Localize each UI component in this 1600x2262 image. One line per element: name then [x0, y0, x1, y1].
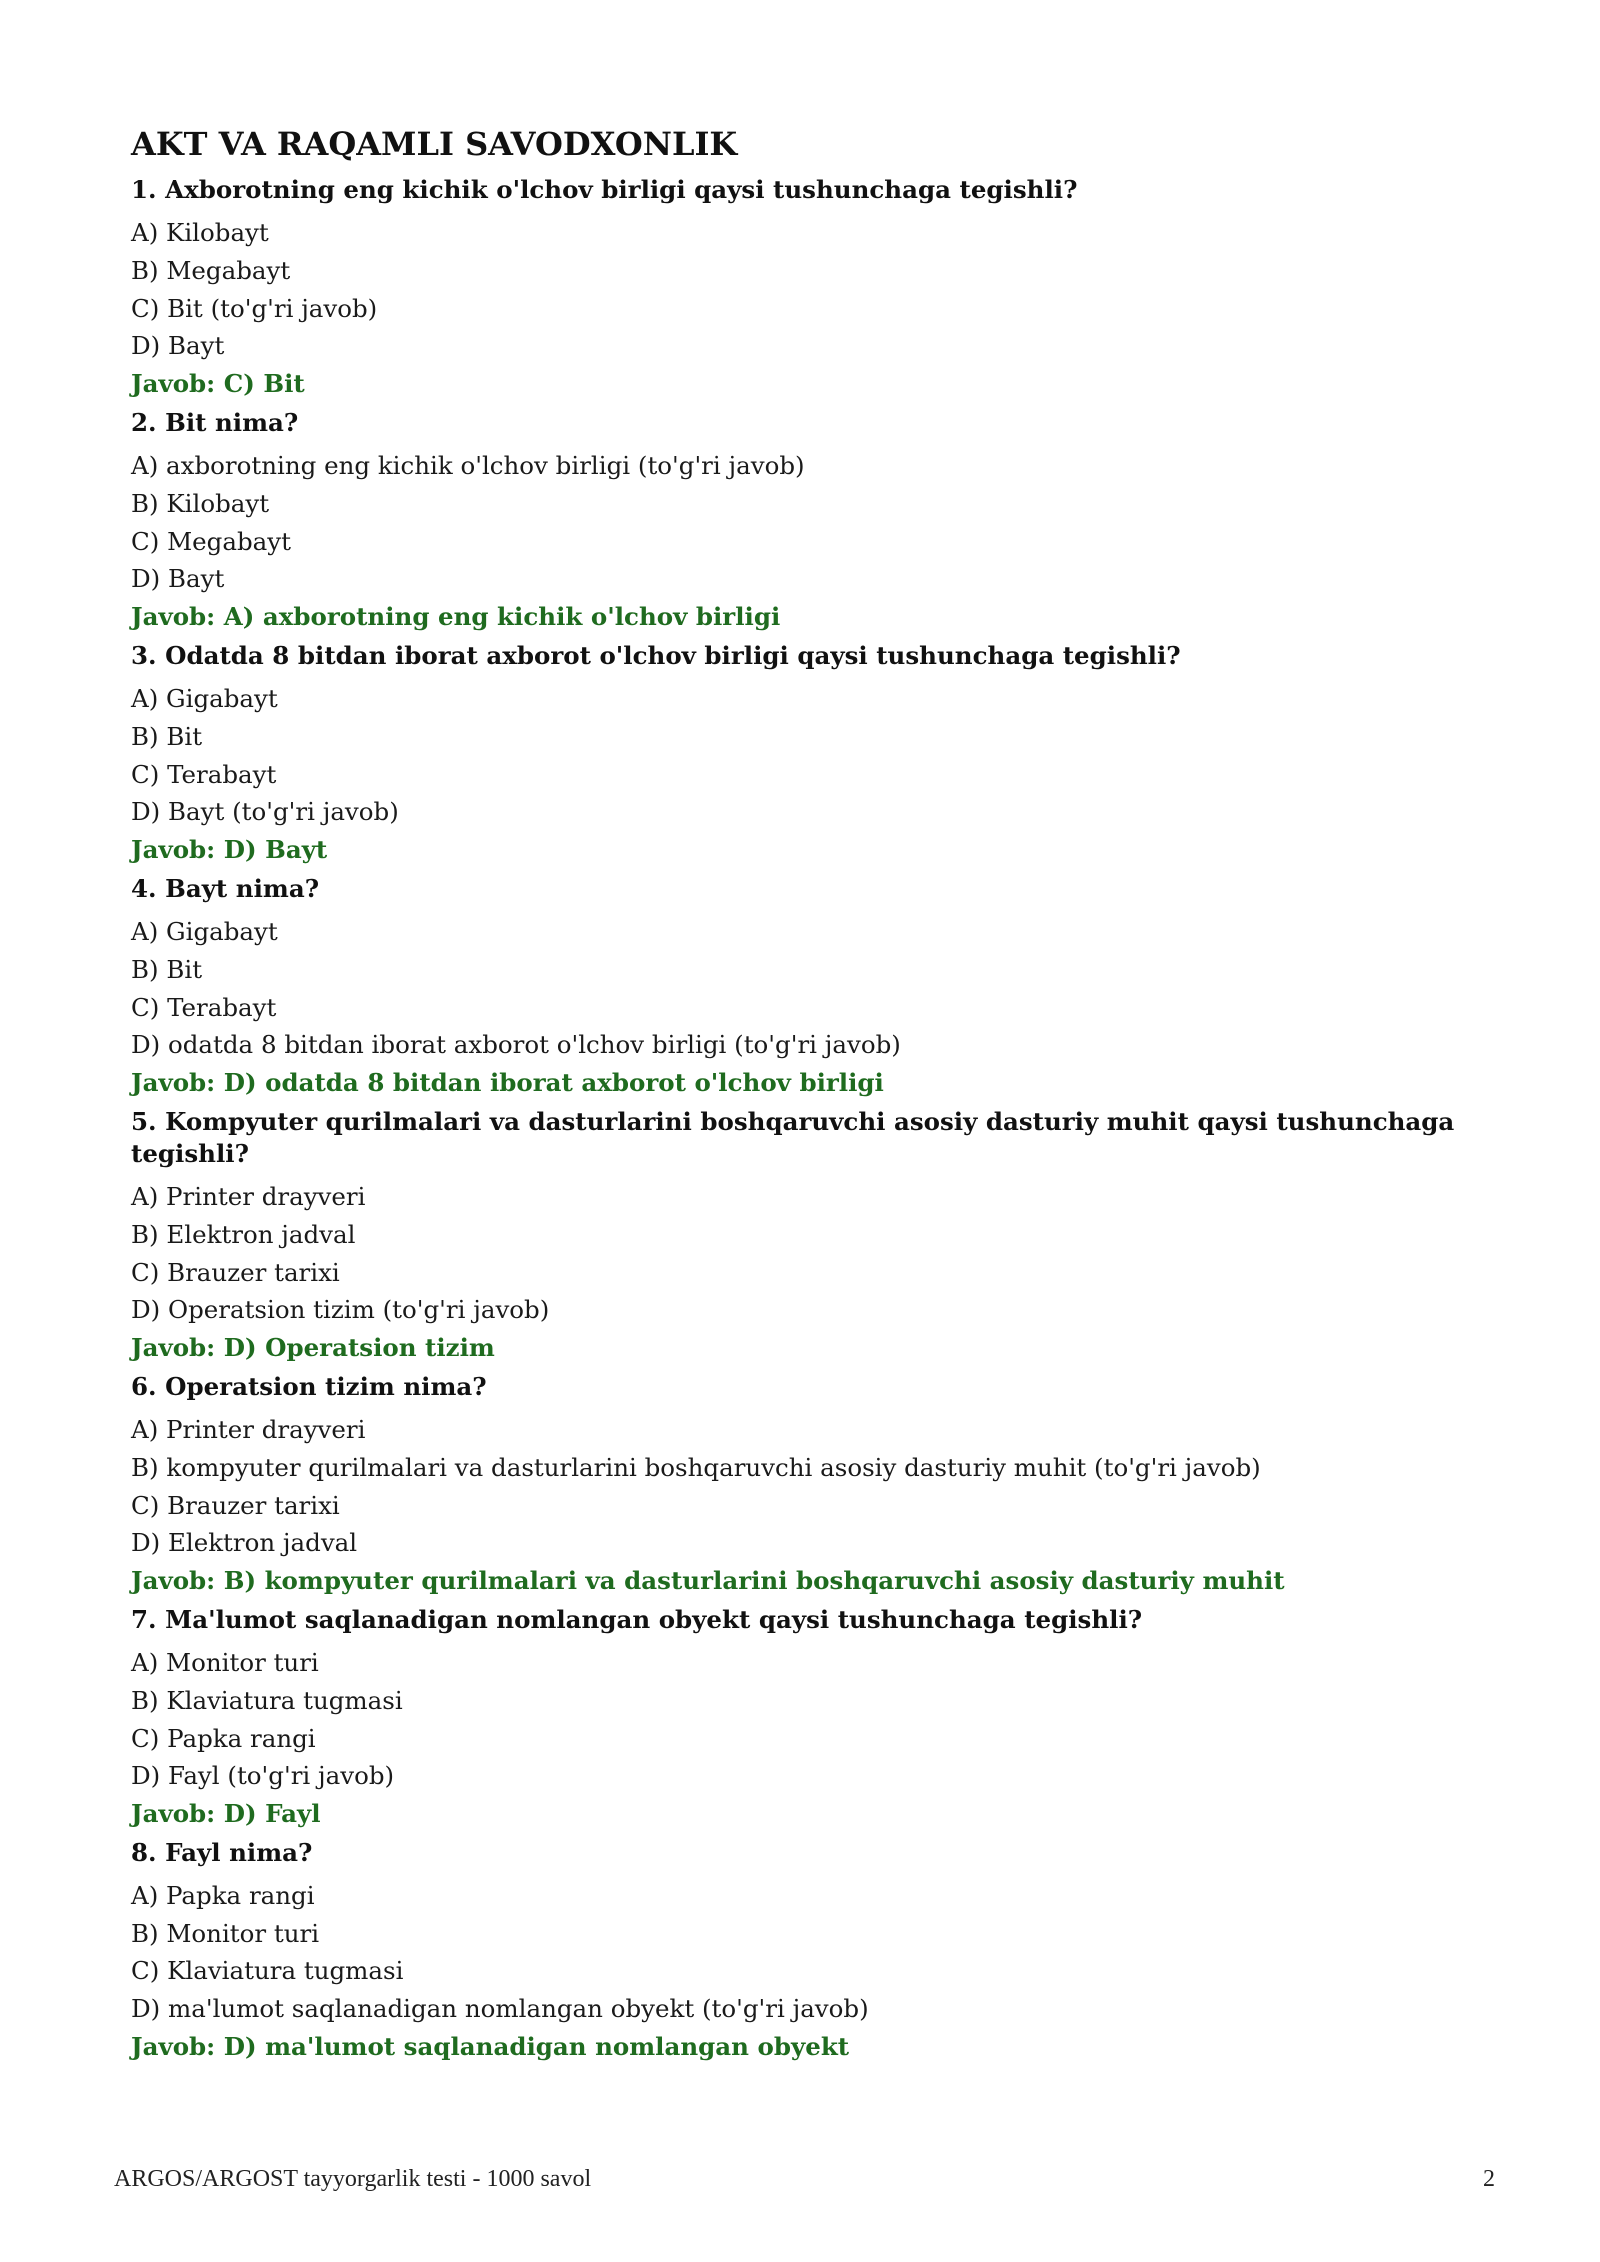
correct-answer: Javob: D) ma'lumot saqlanadigan nomlangan obyekt: [131, 2032, 850, 2062]
answer-option: D) Operatsion tizim (to'g'ri javob): [131, 1295, 550, 1325]
answer-option: C) Brauzer tarixi: [131, 1257, 340, 1287]
question-block: [131, 1106, 1501, 1367]
correct-answer: Javob: A) axborotning eng kichik o'lchov birligi: [131, 602, 781, 632]
question-text: 5. Kompyuter qurilmalari va dasturlarini boshqaruvchi asosiy dasturiy muhit qaysi tushunchaga tegishli?: [131, 1106, 1455, 1168]
answer-option: A) Monitor turi: [131, 1647, 319, 1677]
answer-option: B) Monitor turi: [131, 1918, 320, 1948]
question-text: 3. Odatda 8 bitdan iborat axborot o'lchov birligi qaysi tushunchaga tegishli?: [131, 640, 1181, 670]
question-block: [131, 1604, 1501, 1833]
document-page: [131, 118, 1501, 2070]
question-text: 7. Ma'lumot saqlanadigan nomlangan obyekt qaysi tushunchaga tegishli?: [131, 1604, 1143, 1634]
question-text: 2. Bit nima?: [131, 407, 299, 437]
answer-option: B) Bit: [131, 954, 203, 984]
document-title: AKT VA RAQAMLI SAVODXONLIK: [131, 125, 738, 163]
correct-answer: Javob: C) Bit: [131, 369, 305, 399]
footer-text: ARGOS/ARGOST tayyorgarlik testi - 1000 savol: [114, 2166, 592, 2192]
answer-option: A) Papka rangi: [131, 1880, 315, 1910]
correct-answer: Javob: D) odatda 8 bitdan iborat axborot o'lchov birligi: [131, 1068, 884, 1098]
answer-option: A) Gigabayt: [131, 916, 278, 946]
question-block: [131, 640, 1501, 869]
answer-option: C) Megabayt: [131, 526, 291, 556]
question-text: 8. Fayl nima?: [131, 1837, 313, 1867]
answer-option: A) Kilobayt: [131, 218, 269, 247]
answer-option: B) Megabayt: [131, 255, 291, 285]
answer-option: B) Kilobayt: [131, 488, 270, 518]
answer-option: D) Bayt: [131, 564, 225, 594]
question-block: [131, 1837, 1501, 2066]
answer-option: D) Elektron jadval: [131, 1528, 358, 1558]
question-block: [131, 873, 1501, 1102]
answer-option: B) kompyuter qurilmalari va dasturlarini boshqaruvchi asosiy dasturiy muhit (to'g'ri javob): [131, 1452, 1261, 1482]
answer-option: D) Fayl (to'g'ri javob): [131, 1761, 395, 1791]
answer-option: B) Elektron jadval: [131, 1219, 356, 1249]
correct-answer: Javob: B) kompyuter qurilmalari va dasturlarini boshqaruvchi asosiy dasturiy muhit: [131, 1566, 1285, 1596]
answer-option: D) Bayt (to'g'ri javob): [131, 797, 399, 827]
answer-option: C) Papka rangi: [131, 1723, 316, 1753]
question-block: [131, 407, 1501, 636]
correct-answer: Javob: D) Bayt: [131, 835, 328, 865]
answer-option: B) Bit: [131, 721, 203, 751]
question-block: [131, 174, 1501, 403]
question-list: [131, 174, 1501, 2066]
answer-option: A) axborotning eng kichik o'lchov birligi (to'g'ri javob): [131, 450, 805, 480]
answer-option: A) Printer drayveri: [131, 1414, 366, 1444]
correct-answer: Javob: D) Operatsion tizim: [131, 1333, 495, 1363]
answer-option: B) Klaviatura tugmasi: [131, 1685, 403, 1715]
answer-option: C) Klaviatura tugmasi: [131, 1956, 404, 1986]
page-number: 2: [1483, 2166, 1495, 2192]
answer-option: A) Printer drayveri: [131, 1181, 366, 1211]
answer-option: C) Bit (to'g'ri javob): [131, 293, 378, 323]
answer-option: A) Gigabayt: [131, 683, 278, 713]
answer-option: C) Brauzer tarixi: [131, 1490, 340, 1520]
question-text: 4. Bayt nima?: [131, 873, 320, 903]
answer-option: C) Terabayt: [131, 759, 277, 789]
page-footer: [114, 2166, 1495, 2193]
answer-option: C) Terabayt: [131, 992, 277, 1022]
answer-option: D) ma'lumot saqlanadigan nomlangan obyekt (to'g'ri javob): [131, 1994, 869, 2024]
answer-option: D) odatda 8 bitdan iborat axborot o'lchov birligi (to'g'ri javob): [131, 1030, 901, 1060]
question-text: 1. Axborotning eng kichik o'lchov birligi qaysi tushunchaga tegishli?: [131, 175, 1078, 204]
question-block: [131, 1371, 1501, 1600]
answer-option: D) Bayt: [131, 331, 225, 361]
correct-answer: Javob: D) Fayl: [131, 1799, 321, 1829]
question-text: 6. Operatsion tizim nima?: [131, 1371, 487, 1401]
